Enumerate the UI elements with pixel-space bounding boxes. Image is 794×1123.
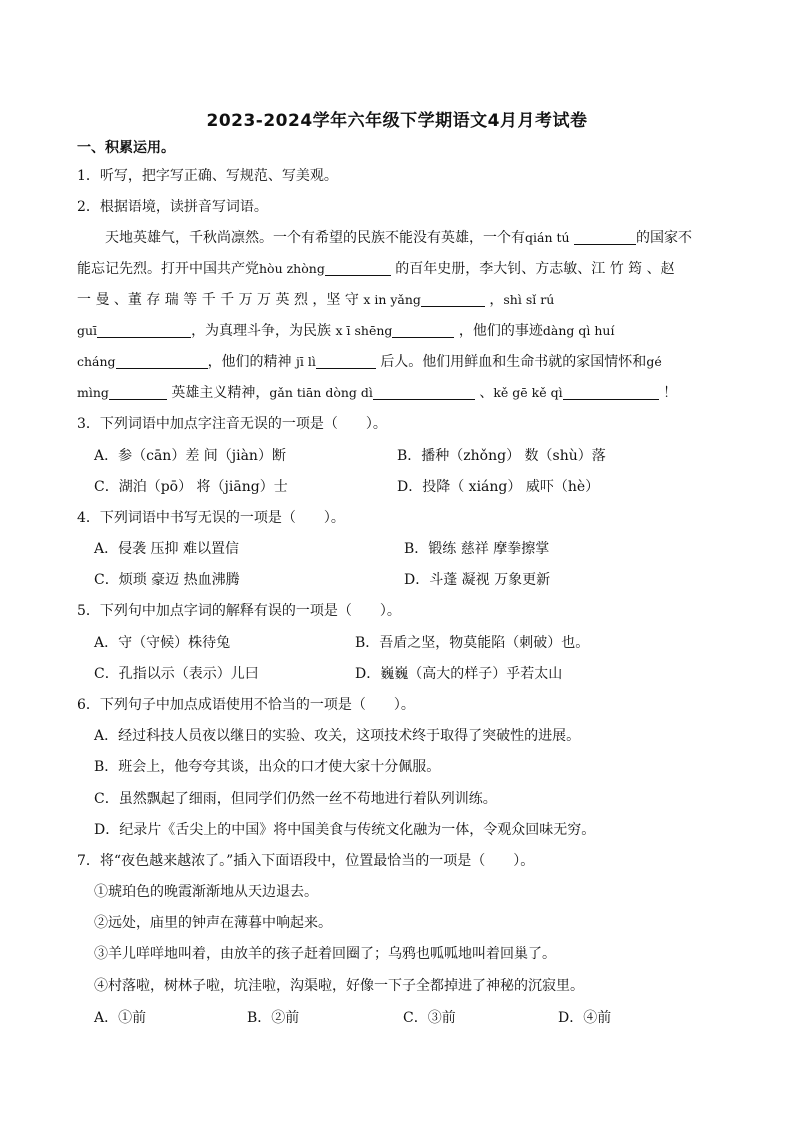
question-3-option-d[interactable]: D．投降（ xiáng） 威吓（hè） [397, 479, 600, 495]
question-5-option-b[interactable]: B．吾盾之坚，物莫能陷（刺破）也。 [355, 635, 590, 651]
question-3-stem: 3．下列词语中加点字注音无误的一项是（ ）。 [77, 416, 387, 432]
passage-line-2: 能忘记先烈。打开中国共产党hòu zhòng 的百年史册，李大钊、方志敏、江 竹 筠 、赵 [77, 261, 675, 277]
question-3-option-c[interactable]: C．湖泊（pō） 将（jiāng）士 [94, 479, 288, 495]
question-7-sentence-3: ③羊儿咩咩地叫着，由放羊的孩子赶着回圈了；乌鸦也呱呱地叫着回巢了。 [94, 946, 556, 962]
question-5-option-a[interactable]: A．守（守候）株待兔 [94, 635, 231, 651]
question-6-stem: 6．下列句子中加点成语使用不恰当的一项是（ ）。 [77, 697, 415, 713]
question-4-option-a[interactable]: A．侵袭 压抑 难以置信 [94, 541, 240, 557]
pinyin-qiantu: qián tú [525, 230, 570, 245]
question-1: 1．听写，把字写正确、写规范、写美观。 [77, 168, 338, 184]
answer-blank[interactable] [97, 323, 191, 338]
exam-title: 2023-2024学年六年级下学期语文4月月考试卷 [206, 111, 588, 131]
question-5-option-d[interactable]: D．巍巍（高大的样子）乎若太山 [355, 666, 563, 682]
question-5-stem: 5．下列句中加点字词的解释有误的一项是（ ）。 [77, 603, 401, 619]
answer-blank[interactable] [373, 385, 475, 400]
question-5-option-c[interactable]: C．孔指以示（表示）儿曰 [94, 666, 259, 682]
passage-line-5: cháng ，他们的精神 jī lì 后人。他们用鲜血和生命书就的家国情怀和gé [77, 354, 662, 370]
question-4-stem: 4．下列词语中书写无误的一项是（ ）。 [77, 510, 345, 526]
answer-blank[interactable] [109, 385, 167, 400]
question-4-option-b[interactable]: B．锻练 慈祥 摩拳擦掌 [404, 541, 550, 557]
question-6-option-a[interactable]: A．经过科技人员夜以继日的实验、攻关，这项技术终于取得了突破性的进展。 [94, 728, 581, 744]
answer-blank[interactable] [316, 354, 376, 369]
answer-blank[interactable] [574, 230, 636, 245]
question-3-option-a[interactable]: A．参（cān）差 间（jiàn）断 [94, 448, 286, 464]
question-6-option-b[interactable]: B．班会上，他夸夸其谈，出众的口才使大家十分佩服。 [94, 759, 441, 775]
passage-line-3: 一 曼 、董 存 瑞 等 千 千 万 万 英 烈 ，坚 守 x in yǎng ，shì sǐ rú [77, 292, 555, 308]
passage-line-1: 天地英雄气，千秋尚凛然。一个有希望的民族不能没有英雄，一个有qián tú 的国家不 [105, 230, 693, 246]
passage-line-6: mìng 英雄主义精神，gǎn tiān dòng dì 、kě gē kě qì ！ [77, 385, 678, 401]
section-heading: 一、积累运用。 [77, 140, 175, 156]
question-7-option-c[interactable]: C．③前 [403, 1010, 456, 1026]
question-7-sentence-2: ②远处，庙里的钟声在薄暮中响起来。 [94, 915, 332, 931]
question-4-option-d[interactable]: D．斗蓬 凝视 万象更新 [404, 572, 551, 588]
question-7-option-b[interactable]: B．②前 [247, 1010, 300, 1026]
question-4-option-c[interactable]: C．烦琐 豪迈 热血沸腾 [94, 572, 240, 588]
answer-blank[interactable] [563, 385, 659, 400]
answer-blank[interactable] [421, 292, 485, 307]
answer-blank[interactable] [116, 354, 208, 369]
answer-blank[interactable] [392, 323, 454, 338]
question-6-option-c[interactable]: C．虽然飘起了细雨，但同学们仍然一丝不苟地进行着队列训练。 [94, 791, 497, 807]
question-3-option-b[interactable]: B．播种（zhǒng） 数（shù）落 [397, 448, 606, 464]
question-7-option-a[interactable]: A．①前 [94, 1010, 147, 1026]
question-2: 2．根据语境，读拼音写词语。 [77, 199, 268, 215]
passage-line-4: guī ，为真理斗争，为民族 x ī shēng ，他们的事迹dàng qì huí [77, 323, 615, 339]
question-7-sentence-4: ④村落啦，树林子啦，坑洼啦，沟渠啦，好像一下子全都掉进了神秘的沉寂里。 [94, 978, 584, 994]
question-7-option-d[interactable]: D．④前 [558, 1010, 612, 1026]
answer-blank[interactable] [325, 261, 391, 276]
question-7-stem: 7．将“夜色越来越浓了。”插入下面语段中，位置最恰当的一项是（ ）。 [77, 853, 535, 869]
question-7-sentence-1: ①琥珀色的晚霞渐渐地从天边退去。 [94, 884, 318, 900]
question-6-option-d[interactable]: D．纪录片《舌尖上的中国》将中国美食与传统文化融为一体，令观众回味无穷。 [94, 822, 596, 838]
